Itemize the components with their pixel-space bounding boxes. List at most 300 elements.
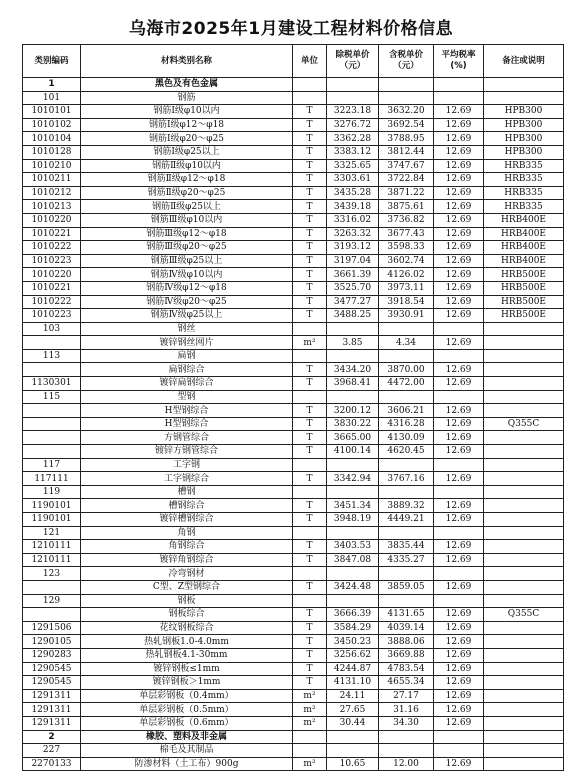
table-row xyxy=(23,648,564,662)
cell-name: 钢筋Ⅳ级φ20～φ25 xyxy=(81,295,293,309)
cell-code: 1010104 xyxy=(23,132,81,146)
cell-pretax-price: 3303.61 xyxy=(327,173,379,187)
cell-taxed-price: 3598.33 xyxy=(379,241,434,255)
table-row xyxy=(23,336,564,350)
cell-note xyxy=(484,689,564,703)
cell-taxed-price: 3692.54 xyxy=(379,118,434,132)
cell-unit: T xyxy=(293,227,327,241)
cell-code xyxy=(23,431,81,445)
table-row xyxy=(23,186,564,200)
cell-taxed-price: 3747.67 xyxy=(379,159,434,173)
cell-taxed-price: 3602.74 xyxy=(379,254,434,268)
cell-note xyxy=(484,744,564,758)
cell-pretax-price: 3193.12 xyxy=(327,241,379,255)
cell-pretax-price: 24.11 xyxy=(327,689,379,703)
cell-name: 钢筋Ⅱ级φ20～φ25 xyxy=(81,186,293,200)
table-row xyxy=(23,105,564,119)
cell-name: 镀锌钢丝网片 xyxy=(81,336,293,350)
cell-tax-rate xyxy=(434,91,484,105)
cell-note: HRB335 xyxy=(484,159,564,173)
cell-taxed-price: 3973.11 xyxy=(379,281,434,295)
group-row xyxy=(23,349,564,363)
table-row xyxy=(23,404,564,418)
cell-unit: T xyxy=(293,377,327,391)
cell-code: 1010101 xyxy=(23,105,81,119)
cell-name: 钢筋Ⅳ级φ12～φ18 xyxy=(81,281,293,295)
cell-tax-rate: 12.69 xyxy=(434,608,484,622)
cell-pretax-price: 10.65 xyxy=(327,757,379,771)
cell-note xyxy=(484,377,564,391)
cell-name: 黑色及有色金属 xyxy=(81,78,293,92)
cell-note: HRB400E xyxy=(484,241,564,255)
table-row xyxy=(23,363,564,377)
cell-tax-rate xyxy=(434,349,484,363)
cell-name: 钢筋Ⅳ级φ25以上 xyxy=(81,309,293,323)
cell-name: 方钢管综合 xyxy=(81,431,293,445)
section-row xyxy=(23,730,564,744)
cell-code: 1010220 xyxy=(23,213,81,227)
cell-note xyxy=(484,648,564,662)
cell-note xyxy=(484,390,564,404)
cell-unit xyxy=(293,78,327,92)
cell-tax-rate: 12.69 xyxy=(434,281,484,295)
cell-note xyxy=(484,322,564,336)
cell-pretax-price xyxy=(327,730,379,744)
cell-code: 1010213 xyxy=(23,200,81,214)
cell-tax-rate: 12.69 xyxy=(434,254,484,268)
group-row xyxy=(23,526,564,540)
cell-code: 1010211 xyxy=(23,173,81,187)
cell-note xyxy=(484,472,564,486)
cell-note xyxy=(484,621,564,635)
header-row xyxy=(23,45,564,78)
cell-unit: T xyxy=(293,132,327,146)
group-row xyxy=(23,91,564,105)
table-row xyxy=(23,200,564,214)
cell-taxed-price: 3888.06 xyxy=(379,635,434,649)
cell-note xyxy=(484,458,564,472)
table-row xyxy=(23,118,564,132)
cell-tax-rate: 12.69 xyxy=(434,105,484,119)
cell-name: 单层彩钢板（0.6mm） xyxy=(81,716,293,730)
cell-name: 镀锌方钢管综合 xyxy=(81,445,293,459)
cell-pretax-price: 3424.48 xyxy=(327,580,379,594)
cell-taxed-price: 3767.16 xyxy=(379,472,434,486)
table-row xyxy=(23,635,564,649)
cell-taxed-price: 4783.54 xyxy=(379,662,434,676)
cell-pretax-price: 3830.22 xyxy=(327,417,379,431)
cell-tax-rate: 12.69 xyxy=(434,553,484,567)
group-row xyxy=(23,485,564,499)
cell-tax-rate: 12.69 xyxy=(434,689,484,703)
cell-code: 1010221 xyxy=(23,281,81,295)
header-tax-rate: 平均税率 (%) xyxy=(434,45,484,78)
cell-taxed-price: 3875.61 xyxy=(379,200,434,214)
cell-tax-rate xyxy=(434,730,484,744)
cell-pretax-price: 27.65 xyxy=(327,703,379,717)
cell-pretax-price: 3263.32 xyxy=(327,227,379,241)
cell-unit xyxy=(293,744,327,758)
cell-tax-rate: 12.69 xyxy=(434,118,484,132)
cell-tax-rate: 12.69 xyxy=(434,309,484,323)
cell-taxed-price: 34.30 xyxy=(379,716,434,730)
cell-taxed-price: 4472.00 xyxy=(379,377,434,391)
cell-taxed-price: 3870.00 xyxy=(379,363,434,377)
cell-pretax-price: 3847.08 xyxy=(327,553,379,567)
cell-tax-rate: 12.69 xyxy=(434,499,484,513)
cell-tax-rate: 12.69 xyxy=(434,336,484,350)
cell-taxed-price: 3788.95 xyxy=(379,132,434,146)
cell-code: 1010210 xyxy=(23,159,81,173)
cell-code: 1290545 xyxy=(23,662,81,676)
cell-note xyxy=(484,526,564,540)
cell-name: 镀锌钢板＞1mm xyxy=(81,676,293,690)
cell-tax-rate xyxy=(434,390,484,404)
cell-pretax-price xyxy=(327,458,379,472)
cell-tax-rate xyxy=(434,458,484,472)
cell-name: 钢筋Ⅲ级φ25以上 xyxy=(81,254,293,268)
cell-note: HRB335 xyxy=(484,173,564,187)
cell-taxed-price xyxy=(379,526,434,540)
table-row xyxy=(23,608,564,622)
cell-unit: m² xyxy=(293,689,327,703)
table-row xyxy=(23,241,564,255)
header-unit: 单位 xyxy=(293,45,327,78)
cell-name: 钢筋Ⅰ级φ20～φ25 xyxy=(81,132,293,146)
cell-taxed-price: 4316.28 xyxy=(379,417,434,431)
cell-unit: T xyxy=(293,676,327,690)
cell-unit: T xyxy=(293,159,327,173)
cell-unit: T xyxy=(293,363,327,377)
cell-tax-rate: 12.69 xyxy=(434,417,484,431)
cell-pretax-price xyxy=(327,567,379,581)
cell-pretax-price: 4244.87 xyxy=(327,662,379,676)
cell-tax-rate: 12.69 xyxy=(434,363,484,377)
cell-name: 槽钢综合 xyxy=(81,499,293,513)
cell-name: 冷弯钢材 xyxy=(81,567,293,581)
cell-unit: T xyxy=(293,105,327,119)
table-row xyxy=(23,662,564,676)
cell-pretax-price: 3434.20 xyxy=(327,363,379,377)
cell-note xyxy=(484,499,564,513)
cell-note: HPB300 xyxy=(484,132,564,146)
cell-name: 工字钢综合 xyxy=(81,472,293,486)
cell-code: 1010223 xyxy=(23,309,81,323)
cell-code: 1010212 xyxy=(23,186,81,200)
cell-taxed-price xyxy=(379,730,434,744)
cell-code: 117 xyxy=(23,458,81,472)
cell-pretax-price: 3197.04 xyxy=(327,254,379,268)
cell-code: 113 xyxy=(23,349,81,363)
cell-taxed-price: 4620.45 xyxy=(379,445,434,459)
table-row xyxy=(23,689,564,703)
cell-unit: T xyxy=(293,621,327,635)
table-row xyxy=(23,513,564,527)
table-row xyxy=(23,309,564,323)
cell-name: 棉毛及其制品 xyxy=(81,744,293,758)
table-row xyxy=(23,540,564,554)
cell-name: 防渗材料（土工布）900g xyxy=(81,757,293,771)
cell-pretax-price: 3666.39 xyxy=(327,608,379,622)
cell-code xyxy=(23,445,81,459)
cell-note xyxy=(484,485,564,499)
cell-taxed-price: 3930.91 xyxy=(379,309,434,323)
cell-unit xyxy=(293,730,327,744)
cell-pretax-price: 3488.25 xyxy=(327,309,379,323)
cell-note: HRB400E xyxy=(484,254,564,268)
table-row xyxy=(23,499,564,513)
cell-unit xyxy=(293,458,327,472)
cell-code: 1210111 xyxy=(23,553,81,567)
table-row xyxy=(23,716,564,730)
cell-taxed-price: 4335.27 xyxy=(379,553,434,567)
table-row xyxy=(23,431,564,445)
cell-code: 1291311 xyxy=(23,716,81,730)
cell-note xyxy=(484,730,564,744)
table-row xyxy=(23,254,564,268)
cell-code: 1010221 xyxy=(23,227,81,241)
table-row xyxy=(23,417,564,431)
cell-taxed-price: 4655.34 xyxy=(379,676,434,690)
cell-note xyxy=(484,716,564,730)
cell-unit: T xyxy=(293,268,327,282)
cell-name: 镀锌钢板≤1mm xyxy=(81,662,293,676)
cell-note xyxy=(484,635,564,649)
cell-note: HRB335 xyxy=(484,200,564,214)
cell-tax-rate: 12.69 xyxy=(434,648,484,662)
cell-note xyxy=(484,540,564,554)
cell-unit xyxy=(293,485,327,499)
cell-taxed-price: 3632.20 xyxy=(379,105,434,119)
cell-pretax-price xyxy=(327,744,379,758)
cell-code xyxy=(23,608,81,622)
table-row xyxy=(23,227,564,241)
cell-note xyxy=(484,363,564,377)
cell-pretax-price xyxy=(327,390,379,404)
cell-taxed-price xyxy=(379,349,434,363)
cell-note xyxy=(484,445,564,459)
cell-taxed-price: 3669.88 xyxy=(379,648,434,662)
cell-taxed-price xyxy=(379,322,434,336)
cell-code: 1190101 xyxy=(23,499,81,513)
cell-unit: T xyxy=(293,513,327,527)
cell-name: 角钢 xyxy=(81,526,293,540)
cell-note xyxy=(484,336,564,350)
cell-note: HRB500E xyxy=(484,295,564,309)
cell-unit: T xyxy=(293,445,327,459)
cell-unit: m² xyxy=(293,336,327,350)
cell-code: 1190101 xyxy=(23,513,81,527)
header-code: 类别编码 xyxy=(23,45,81,78)
cell-name: 钢丝 xyxy=(81,322,293,336)
cell-pretax-price: 3200.12 xyxy=(327,404,379,418)
group-row xyxy=(23,567,564,581)
cell-code xyxy=(23,404,81,418)
cell-name: 钢筋Ⅰ级φ12～φ18 xyxy=(81,118,293,132)
cell-code xyxy=(23,417,81,431)
cell-tax-rate xyxy=(434,744,484,758)
cell-pretax-price xyxy=(327,349,379,363)
cell-pretax-price: 3435.28 xyxy=(327,186,379,200)
cell-tax-rate: 12.69 xyxy=(434,540,484,554)
cell-taxed-price: 3736.82 xyxy=(379,213,434,227)
cell-name: H型钢综合 xyxy=(81,417,293,431)
cell-taxed-price xyxy=(379,390,434,404)
cell-name: 钢筋 xyxy=(81,91,293,105)
table-row xyxy=(23,281,564,295)
cell-pretax-price: 30.44 xyxy=(327,716,379,730)
cell-code: 117111 xyxy=(23,472,81,486)
cell-tax-rate: 12.69 xyxy=(434,132,484,146)
cell-pretax-price: 4131.10 xyxy=(327,676,379,690)
cell-unit: T xyxy=(293,499,327,513)
price-table xyxy=(22,44,564,771)
table-row xyxy=(23,159,564,173)
cell-tax-rate: 12.69 xyxy=(434,580,484,594)
cell-pretax-price: 3451.34 xyxy=(327,499,379,513)
cell-taxed-price xyxy=(379,485,434,499)
cell-name: 单层彩钢板（0.5mm） xyxy=(81,703,293,717)
cell-pretax-price xyxy=(327,322,379,336)
cell-name: 镀锌角钢综合 xyxy=(81,553,293,567)
cell-name: 角钢综合 xyxy=(81,540,293,554)
cell-taxed-price: 12.00 xyxy=(379,757,434,771)
cell-unit: T xyxy=(293,472,327,486)
cell-pretax-price: 3439.18 xyxy=(327,200,379,214)
cell-note xyxy=(484,757,564,771)
cell-unit: T xyxy=(293,431,327,445)
header-pretax-price: 除税单价 （元） xyxy=(327,45,379,78)
cell-tax-rate: 12.69 xyxy=(434,200,484,214)
cell-taxed-price xyxy=(379,78,434,92)
cell-tax-rate: 12.69 xyxy=(434,431,484,445)
cell-tax-rate: 12.69 xyxy=(434,295,484,309)
cell-taxed-price: 27.17 xyxy=(379,689,434,703)
cell-unit xyxy=(293,594,327,608)
cell-taxed-price: 31.16 xyxy=(379,703,434,717)
cell-name: 橡胶、塑料及非金属 xyxy=(81,730,293,744)
table-body xyxy=(23,78,564,771)
cell-unit: T xyxy=(293,241,327,255)
group-row xyxy=(23,458,564,472)
cell-unit: T xyxy=(293,662,327,676)
cell-tax-rate: 12.69 xyxy=(434,445,484,459)
cell-name: 单层彩钢板（0.4mm） xyxy=(81,689,293,703)
cell-name: 镀锌槽钢综合 xyxy=(81,513,293,527)
cell-taxed-price xyxy=(379,744,434,758)
cell-pretax-price: 3342.94 xyxy=(327,472,379,486)
cell-name: C型、Z型钢综合 xyxy=(81,580,293,594)
cell-note xyxy=(484,91,564,105)
cell-code: 1010223 xyxy=(23,254,81,268)
cell-tax-rate: 12.69 xyxy=(434,757,484,771)
cell-name: 钢板综合 xyxy=(81,608,293,622)
cell-note xyxy=(484,676,564,690)
cell-taxed-price: 3918.54 xyxy=(379,295,434,309)
cell-note: HRB500E xyxy=(484,268,564,282)
cell-tax-rate xyxy=(434,567,484,581)
cell-tax-rate: 12.69 xyxy=(434,213,484,227)
cell-note: HRB400E xyxy=(484,213,564,227)
cell-unit: m² xyxy=(293,716,327,730)
cell-pretax-price xyxy=(327,78,379,92)
cell-name: 钢板 xyxy=(81,594,293,608)
cell-code: 121 xyxy=(23,526,81,540)
cell-unit: T xyxy=(293,635,327,649)
cell-tax-rate xyxy=(434,78,484,92)
cell-note: HRB335 xyxy=(484,186,564,200)
cell-name: 钢筋Ⅲ级φ12～φ18 xyxy=(81,227,293,241)
cell-code: 1 xyxy=(23,78,81,92)
cell-note xyxy=(484,580,564,594)
cell-taxed-price: 4.34 xyxy=(379,336,434,350)
cell-pretax-price: 3661.39 xyxy=(327,268,379,282)
cell-tax-rate: 12.69 xyxy=(434,186,484,200)
cell-note: HRB500E xyxy=(484,309,564,323)
cell-code: 103 xyxy=(23,322,81,336)
cell-taxed-price: 3871.22 xyxy=(379,186,434,200)
cell-unit: T xyxy=(293,213,327,227)
cell-pretax-price: 3276.72 xyxy=(327,118,379,132)
cell-tax-rate xyxy=(434,322,484,336)
cell-pretax-price: 3362.28 xyxy=(327,132,379,146)
cell-code: 115 xyxy=(23,390,81,404)
cell-note: HPB300 xyxy=(484,105,564,119)
table-row xyxy=(23,268,564,282)
cell-taxed-price: 3812.44 xyxy=(379,145,434,159)
cell-unit xyxy=(293,322,327,336)
table-row xyxy=(23,703,564,717)
cell-tax-rate: 12.69 xyxy=(434,662,484,676)
cell-taxed-price xyxy=(379,458,434,472)
cell-tax-rate: 12.69 xyxy=(434,173,484,187)
cell-tax-rate: 12.69 xyxy=(434,621,484,635)
table-row xyxy=(23,132,564,146)
cell-taxed-price xyxy=(379,91,434,105)
cell-taxed-price: 3835.44 xyxy=(379,540,434,554)
header-name: 材料类别名称 xyxy=(81,45,293,78)
cell-code: 1290283 xyxy=(23,648,81,662)
cell-code: 2 xyxy=(23,730,81,744)
cell-tax-rate: 12.69 xyxy=(434,159,484,173)
cell-unit xyxy=(293,567,327,581)
cell-note xyxy=(484,553,564,567)
cell-tax-rate: 12.69 xyxy=(434,227,484,241)
table-row xyxy=(23,377,564,391)
cell-note: HRB500E xyxy=(484,281,564,295)
table-row xyxy=(23,213,564,227)
cell-code: 1210111 xyxy=(23,540,81,554)
cell-note: Q355C xyxy=(484,417,564,431)
cell-unit: T xyxy=(293,118,327,132)
cell-unit xyxy=(293,526,327,540)
cell-name: 钢筋Ⅲ级φ10以内 xyxy=(81,213,293,227)
cell-unit xyxy=(293,91,327,105)
cell-name: 镀锌扁钢综合 xyxy=(81,377,293,391)
cell-note xyxy=(484,78,564,92)
cell-note: HRB400E xyxy=(484,227,564,241)
cell-code: 1291311 xyxy=(23,689,81,703)
cell-name: 扁钢 xyxy=(81,349,293,363)
cell-code: 1130301 xyxy=(23,377,81,391)
cell-unit: m² xyxy=(293,703,327,717)
cell-tax-rate: 12.69 xyxy=(434,404,484,418)
cell-note xyxy=(484,567,564,581)
cell-code: 101 xyxy=(23,91,81,105)
cell-pretax-price: 3325.65 xyxy=(327,159,379,173)
cell-pretax-price xyxy=(327,91,379,105)
cell-tax-rate xyxy=(434,485,484,499)
